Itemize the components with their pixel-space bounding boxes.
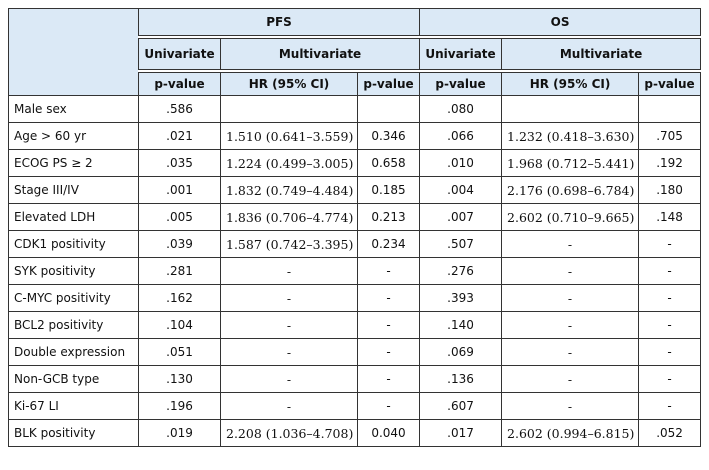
os-univariate-pvalue-cell: .276 <box>420 258 502 285</box>
row-label-cell: Non-GCB type <box>9 366 139 393</box>
survival-analysis-table <box>8 8 701 447</box>
table-row <box>9 312 701 339</box>
pfs-hazard-ratio-cell: 2.208 (1.036–4.708) <box>221 420 358 447</box>
os-multivariate-pvalue-cell: .148 <box>639 204 701 231</box>
os-multivariate-pvalue-cell <box>639 96 701 123</box>
os-univariate-pvalue-cell: .507 <box>420 231 502 258</box>
row-label-cell: Age > 60 yr <box>9 123 139 150</box>
os-multivariate-pvalue-cell: - <box>639 393 701 420</box>
pfs-multivariate-header: Multivariate <box>221 37 420 71</box>
pfs-multivariate-pvalue-cell: - <box>358 285 420 312</box>
os-hazard-ratio-cell <box>502 96 639 123</box>
pfs-uni-pvalue-header: p-value <box>139 71 221 96</box>
row-label-cell: BLK positivity <box>9 420 139 447</box>
os-hr-header: HR (95% CI) <box>502 71 639 96</box>
row-label-cell: Stage III/IV <box>9 177 139 204</box>
corner-header-cell <box>9 9 139 96</box>
os-multivariate-pvalue-cell: - <box>639 258 701 285</box>
pfs-multivariate-pvalue-cell: 0.185 <box>358 177 420 204</box>
pfs-multivariate-pvalue-cell: 0.234 <box>358 231 420 258</box>
pfs-univariate-pvalue-cell: .196 <box>139 393 221 420</box>
os-univariate-pvalue-cell: .136 <box>420 366 502 393</box>
os-hazard-ratio-cell: - <box>502 258 639 285</box>
pfs-hazard-ratio-cell: 1.587 (0.742–3.395) <box>221 231 358 258</box>
pfs-univariate-pvalue-cell: .281 <box>139 258 221 285</box>
os-multivariate-pvalue-cell: .180 <box>639 177 701 204</box>
pfs-hazard-ratio-cell <box>221 96 358 123</box>
table-row <box>9 393 701 420</box>
os-univariate-pvalue-cell: .140 <box>420 312 502 339</box>
pfs-univariate-pvalue-cell: .130 <box>139 366 221 393</box>
os-hazard-ratio-cell: 2.602 (0.994–6.815) <box>502 420 639 447</box>
table-row <box>9 258 701 285</box>
os-uni-pvalue-header: p-value <box>420 71 502 96</box>
os-hazard-ratio-cell: 1.968 (0.712–5.441) <box>502 150 639 177</box>
os-hazard-ratio-cell: - <box>502 285 639 312</box>
os-multivariate-pvalue-cell: .052 <box>639 420 701 447</box>
pfs-hazard-ratio-cell: - <box>221 393 358 420</box>
pfs-univariate-header: Univariate <box>139 37 221 71</box>
pfs-multi-pvalue-header: p-value <box>358 71 420 96</box>
table-row <box>9 420 701 447</box>
os-hazard-ratio-cell: 2.602 (0.710–9.665) <box>502 204 639 231</box>
pfs-univariate-pvalue-cell: .001 <box>139 177 221 204</box>
os-univariate-pvalue-cell: .607 <box>420 393 502 420</box>
pfs-univariate-pvalue-cell: .051 <box>139 339 221 366</box>
pfs-univariate-pvalue-cell: .005 <box>139 204 221 231</box>
os-univariate-pvalue-cell: .066 <box>420 123 502 150</box>
os-hazard-ratio-cell: - <box>502 393 639 420</box>
table-row <box>9 96 701 123</box>
table-row <box>9 123 701 150</box>
row-label-cell: Elevated LDH <box>9 204 139 231</box>
table-row <box>9 150 701 177</box>
table-body <box>9 96 701 447</box>
os-hazard-ratio-cell: 2.176 (0.698–6.784) <box>502 177 639 204</box>
os-univariate-pvalue-cell: .017 <box>420 420 502 447</box>
pfs-hazard-ratio-cell: - <box>221 258 358 285</box>
pfs-hazard-ratio-cell: 1.836 (0.706–4.774) <box>221 204 358 231</box>
pfs-hazard-ratio-cell: - <box>221 366 358 393</box>
pfs-multivariate-pvalue-cell: - <box>358 258 420 285</box>
table-row <box>9 177 701 204</box>
os-multivariate-pvalue-cell: - <box>639 285 701 312</box>
row-label-cell: Male sex <box>9 96 139 123</box>
row-label-cell: CDK1 positivity <box>9 231 139 258</box>
row-label-cell: C-MYC positivity <box>9 285 139 312</box>
os-hazard-ratio-cell: - <box>502 312 639 339</box>
pfs-hazard-ratio-cell: - <box>221 312 358 339</box>
table-row <box>9 231 701 258</box>
pfs-hazard-ratio-cell: - <box>221 285 358 312</box>
os-univariate-pvalue-cell: .393 <box>420 285 502 312</box>
os-multivariate-pvalue-cell: - <box>639 231 701 258</box>
os-univariate-pvalue-cell: .007 <box>420 204 502 231</box>
pfs-hazard-ratio-cell: 1.224 (0.499–3.005) <box>221 150 358 177</box>
pfs-univariate-pvalue-cell: .021 <box>139 123 221 150</box>
pfs-univariate-pvalue-cell: .035 <box>139 150 221 177</box>
os-group-header: OS <box>420 9 701 38</box>
pfs-multivariate-pvalue-cell: 0.213 <box>358 204 420 231</box>
pfs-multivariate-pvalue-cell: - <box>358 312 420 339</box>
os-hazard-ratio-cell: 1.232 (0.418–3.630) <box>502 123 639 150</box>
pfs-multivariate-pvalue-cell: 0.658 <box>358 150 420 177</box>
os-multivariate-header: Multivariate <box>502 37 701 71</box>
row-label-cell: BCL2 positivity <box>9 312 139 339</box>
row-label-cell: Double expression <box>9 339 139 366</box>
table-row <box>9 285 701 312</box>
pfs-univariate-pvalue-cell: .039 <box>139 231 221 258</box>
table-row <box>9 339 701 366</box>
table-row <box>9 204 701 231</box>
pfs-multivariate-pvalue-cell: - <box>358 366 420 393</box>
os-hazard-ratio-cell: - <box>502 231 639 258</box>
os-multivariate-pvalue-cell: - <box>639 366 701 393</box>
os-univariate-pvalue-cell: .004 <box>420 177 502 204</box>
pfs-hazard-ratio-cell: 1.510 (0.641–3.559) <box>221 123 358 150</box>
os-hazard-ratio-cell: - <box>502 339 639 366</box>
os-multivariate-pvalue-cell: .192 <box>639 150 701 177</box>
pfs-univariate-pvalue-cell: .162 <box>139 285 221 312</box>
pfs-multivariate-pvalue-cell <box>358 96 420 123</box>
row-label-cell: Ki-67 LI <box>9 393 139 420</box>
os-univariate-header: Univariate <box>420 37 502 71</box>
pfs-univariate-pvalue-cell: .019 <box>139 420 221 447</box>
os-multi-pvalue-header: p-value <box>639 71 701 96</box>
pfs-multivariate-pvalue-cell: 0.346 <box>358 123 420 150</box>
table-row <box>9 366 701 393</box>
pfs-group-header: PFS <box>139 9 420 38</box>
pfs-multivariate-pvalue-cell: 0.040 <box>358 420 420 447</box>
os-univariate-pvalue-cell: .080 <box>420 96 502 123</box>
pfs-multivariate-pvalue-cell: - <box>358 393 420 420</box>
pfs-univariate-pvalue-cell: .104 <box>139 312 221 339</box>
pfs-univariate-pvalue-cell: .586 <box>139 96 221 123</box>
os-multivariate-pvalue-cell: - <box>639 312 701 339</box>
pfs-multivariate-pvalue-cell: - <box>358 339 420 366</box>
pfs-hazard-ratio-cell: - <box>221 339 358 366</box>
os-univariate-pvalue-cell: .010 <box>420 150 502 177</box>
row-label-cell: ECOG PS ≥ 2 <box>9 150 139 177</box>
row-label-cell: SYK positivity <box>9 258 139 285</box>
os-multivariate-pvalue-cell: .705 <box>639 123 701 150</box>
os-hazard-ratio-cell: - <box>502 366 639 393</box>
os-multivariate-pvalue-cell: - <box>639 339 701 366</box>
os-univariate-pvalue-cell: .069 <box>420 339 502 366</box>
pfs-hazard-ratio-cell: 1.832 (0.749–4.484) <box>221 177 358 204</box>
pfs-hr-header: HR (95% CI) <box>221 71 358 96</box>
